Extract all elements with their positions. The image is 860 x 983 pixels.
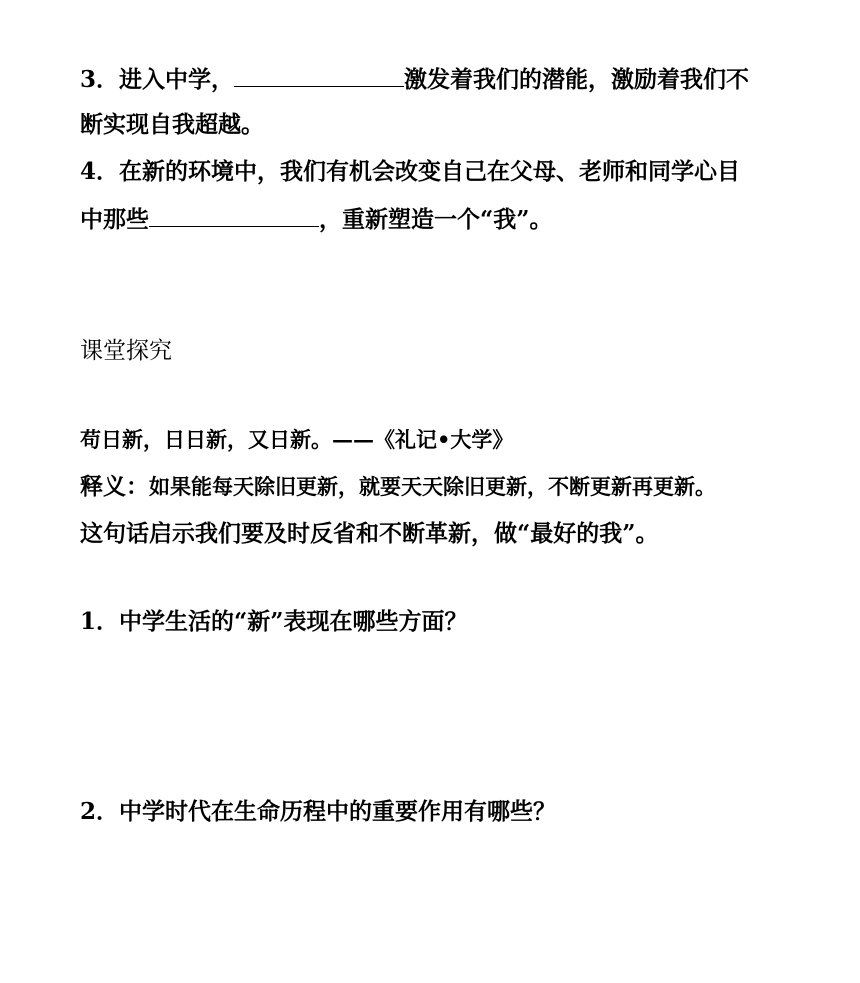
question-2	[80, 797, 556, 827]
fill-item-4-after: ，重新塑造一个“我”。	[319, 206, 553, 233]
fill-item-3-line1	[80, 64, 749, 95]
fill-item-4-line2	[80, 204, 552, 235]
fill-blank-4	[149, 204, 319, 227]
explanation-text: 如果能每天除旧更新，就要天天除旧更新，不断更新再更新。	[149, 474, 716, 499]
quote-explanation	[80, 472, 716, 502]
fill-item-3-continuation: 断实现自我超越。	[80, 111, 264, 138]
section-title: 课堂探究	[80, 338, 172, 364]
question-2-number: 2	[80, 798, 97, 825]
question-1	[80, 607, 467, 637]
quote-insight: 这句话启示我们要及时反省和不断革新，做“最好的我”。	[80, 520, 659, 547]
fill-item-4-line1	[80, 157, 740, 187]
fill-blank-3	[234, 64, 404, 87]
fill-item-3-line2	[80, 110, 264, 140]
explanation-label: 释义：	[80, 473, 149, 500]
fill-item-3-after: 激发着我们的潜能，激励着我们不	[404, 66, 750, 93]
fill-item-4-before: 中那些	[80, 206, 149, 233]
question-2-text: ．中学时代在生命历程中的重要作用有哪些？	[96, 798, 557, 825]
fill-item-4-line1-text: ．在新的环境中，我们有机会改变自己在父母、老师和同学心目	[96, 158, 741, 185]
question-1-number: 1	[80, 608, 97, 635]
fill-item-3-number: 3	[80, 66, 97, 93]
classic-quote: 苟日新，日日新，又日新。——《礼记•大学》	[80, 427, 514, 452]
question-1-text: ．中学生活的“新”表现在哪些方面？	[96, 608, 468, 635]
fill-item-4-number: 4	[80, 158, 97, 185]
fill-item-3-before: ．进入中学，	[96, 66, 235, 93]
